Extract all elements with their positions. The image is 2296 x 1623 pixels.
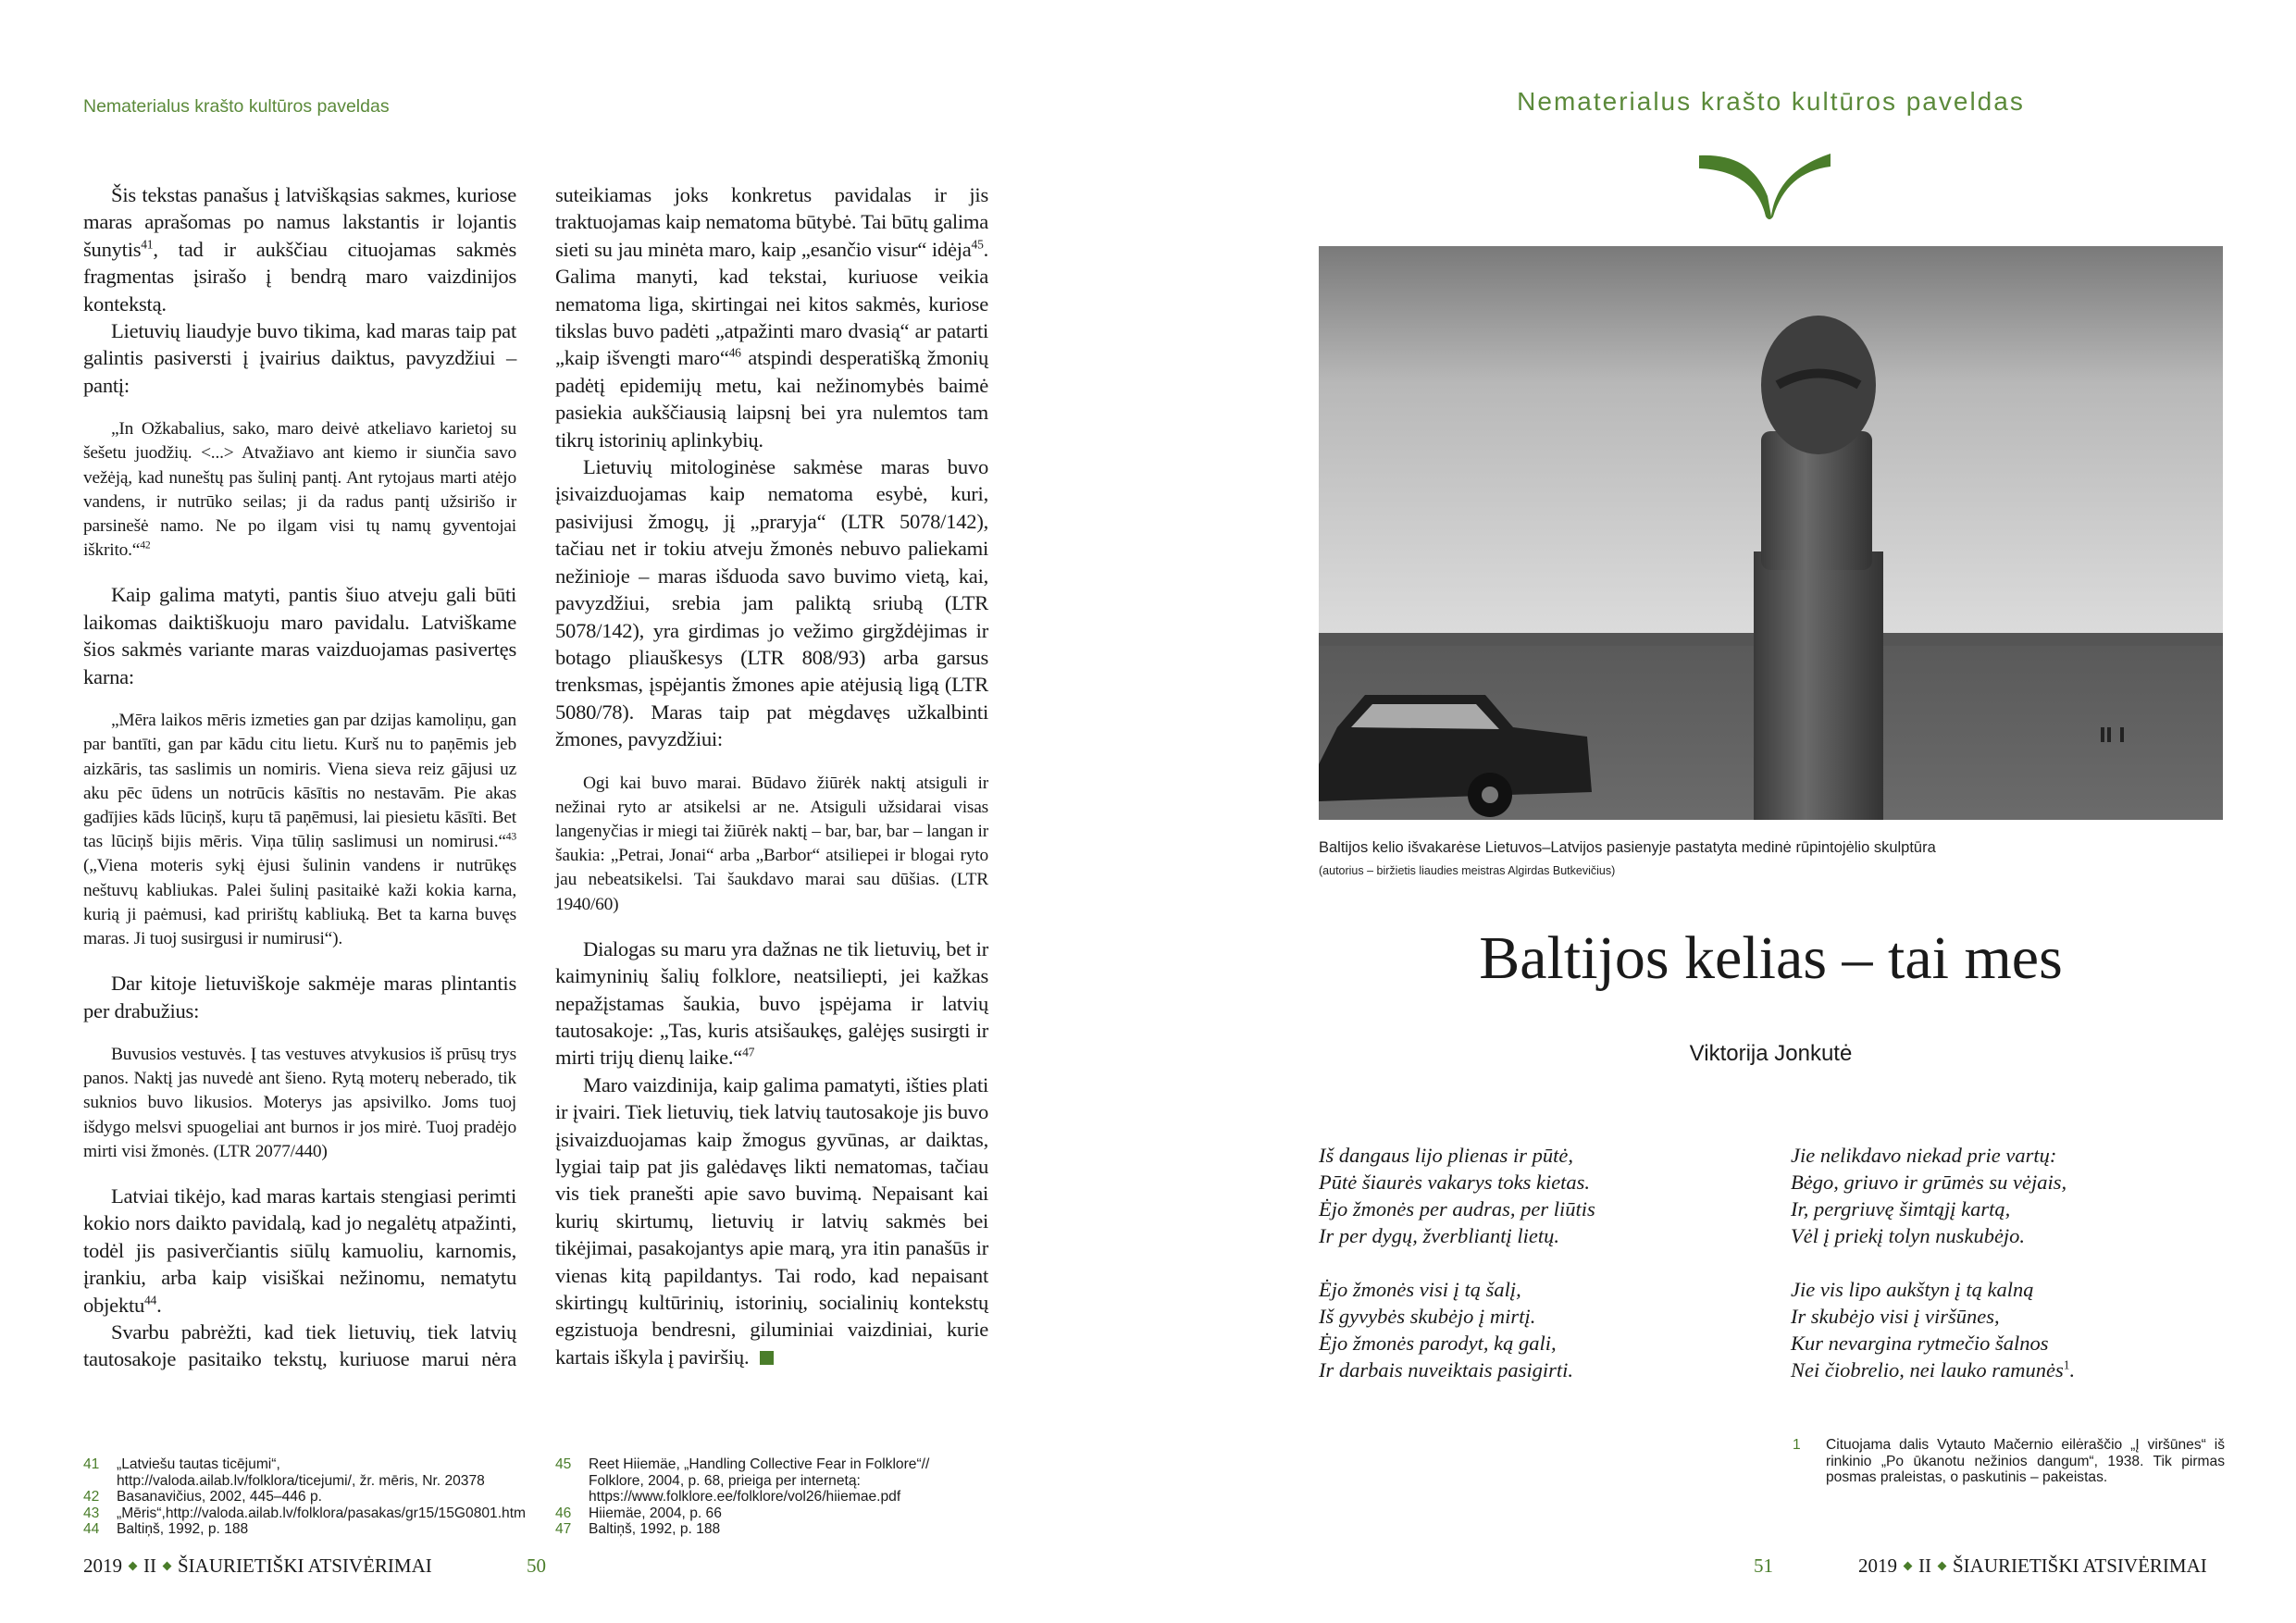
text-run: Dar kitoje lietuviškoje sakmėje maras plintantis per drabužius: <box>83 972 516 1022</box>
paragraph <box>83 1319 516 1373</box>
quote-text <box>83 417 516 563</box>
photo-wooden-sculpture <box>1319 246 2223 820</box>
poem-line: Ir, pergriuvę šimtąjį kartą, <box>1791 1197 2011 1220</box>
footnote-number: 43 <box>83 1505 100 1521</box>
footnote-text: Hiiemäe, 2004, p. 66 <box>589 1505 722 1521</box>
footer-journal: ŠIAURIETIŠKI ATSIVĖRIMAI <box>1953 1555 2207 1577</box>
text-run: Šis tekstas panašus į latviškąsias sakmes, kuriose maras aprašomas po namus lakstantis ir lojantis šunytis <box>83 183 516 261</box>
poem-line: Ir skubėjo visi į viršūnes, <box>1791 1305 2000 1328</box>
footnote <box>555 1505 988 1522</box>
footnote <box>83 1505 527 1522</box>
text-run: („Viena moteris sykį ėjusi šulinin vandens ir nutrūkęs neštuvų kabliukas. Palei šulinį pasitaikė kaži kokia karna, kurią ji paėmusi, kad pririštų kabliuką. Bet ta karna buvęs maras. Ji tuoj susirgusi ir numirusi“). <box>83 856 516 948</box>
poem-line: Vėl į priekį tolyn nuskubėjo. <box>1791 1224 2026 1247</box>
footnote <box>83 1489 516 1505</box>
footnote-text: Reet Hiiemäe, „Handling Collective Fear in Folklore“// Folklore, 2004, p. 68, prieiga per internetą: https://www.folklore.ee/folklore/vol26/hiiemae.pdf <box>589 1456 930 1505</box>
text-run: Ogi kai buvo marai. Būdavo žiūrėk naktį atsiguli ir nežinai ryto ar atsikelsi ar ne. Atsiguli užsidarai visas langenyčias ir miegi tai žiūrėk naktį – bar, bar, bar – langan ir šaukia: „Petrai, Jonai“ arba „Barbor“ atsiliepei ir blogai ryto jau nebeatsikelsi. Tai šaukdavo marai sau dūšias. (LTR 1940/60) <box>555 773 988 914</box>
footer-left-row <box>83 1555 546 1578</box>
diamond-icon <box>1938 1562 1947 1571</box>
footnote-number: 47 <box>555 1521 572 1538</box>
column-1-text-c <box>83 970 516 1024</box>
footer-year: 2019 <box>83 1555 122 1577</box>
footnote-text: Baltiņš, 1992, p. 188 <box>589 1521 721 1538</box>
text-run: . <box>156 1293 162 1317</box>
column-1-text-a <box>83 181 516 399</box>
footnote-reference: 46 <box>728 345 741 360</box>
wooden-sculpture <box>1754 316 1883 820</box>
poem-line: Jie vis lipo aukštyn į tą kalną <box>1791 1278 2034 1301</box>
footnote <box>1793 1437 2225 1486</box>
text-run: Svarbu pabrėžti, kad tiek lietuvių, tiek latvių tautosakoje pasitaiko tekstų, kuriuose marui nėra <box>83 1319 516 1371</box>
text-run: Latviai tikėjo, kad maras kartais stengiasi perimti kokio nors daikto pavidalą, kad jo negalėtų atpažinti, todėl jis pasiverčiantis siūlų kamuoliu, karnomis, įrankiu, arba kaip visiškai nežinomu, nematytu objektu <box>83 1183 516 1317</box>
footnote-reference: 41 <box>141 237 154 252</box>
column-2-text-a <box>555 181 988 753</box>
poem-line: Ir darbais nuveiktais pasigirti. <box>1319 1358 1573 1381</box>
paragraph <box>83 181 516 317</box>
footer-issue: II <box>1918 1555 1931 1577</box>
footnote-reference: 47 <box>742 1045 755 1059</box>
page-number: 50 <box>527 1555 546 1577</box>
end-of-article-square-icon <box>760 1351 774 1365</box>
footnote <box>83 1521 516 1538</box>
paragraph <box>83 317 516 399</box>
footnote-poem <box>1793 1437 2225 1486</box>
sprout-logo-icon <box>1699 150 1840 220</box>
footnote <box>555 1521 988 1538</box>
paragraph <box>83 970 516 1024</box>
footnotes-left <box>83 1443 527 1538</box>
text-run: Kaip galima matyti, pantis šiuo atveju gali būti laikomas daiktiškuoju maro pavidalu. Latviškame šios sakmės variante maras vaizduojamas pasivertęs karna: <box>83 583 516 688</box>
text-run: , tad ir aukščiau cituojamas sakmės fragmentas įsirašo į bendrą maro vaizdinijos kontekstą. <box>83 237 516 316</box>
paragraph-text <box>555 1073 988 1369</box>
poem-column-1 <box>1319 1142 1595 1410</box>
text-run: Lietuvių liaudyje buvo tikima, kad maras taip pat galintis pasiversti į įvairius daiktus, pavyzdžiui – pantį: <box>83 319 516 397</box>
poem-line: Ėjo žmonės parodyt, ką gali, <box>1319 1332 1557 1355</box>
poem-line: Ėjo žmonės per audras, per liūtis <box>1319 1197 1595 1220</box>
footnotes-right <box>555 1443 988 1538</box>
poem-stanza <box>1791 1276 2075 1383</box>
poem-column-2 <box>1791 1142 2075 1410</box>
poem-line: Ir per dygų, žverbliantį lietų. <box>1319 1224 1559 1247</box>
footnote-number: 44 <box>83 1521 100 1538</box>
text-run: atspindi desperatišką žmonių padėtį epidemijų metu, kai nežinomybės baimė pasiekia aukščiausią laipsnį bei yra nulemtos tam tikrų istorinių aplinkybių. <box>555 346 988 452</box>
column-1-text-d <box>83 1183 516 1373</box>
photo-caption: Baltijos kelio išvakarėse Lietuvos–Latvijos pasienyje pastatyta medinė rūpintojėlio skulptūra <box>1319 839 1936 856</box>
footnote-text: Cituojama dalis Vytauto Mačernio eilėraščio „Į viršūnes“ iš rinkinio „Po ūkanotu nežinios dangum“, 1938. Tik pirmas posmas praleistas, o paskutinis – pakeistas. <box>1826 1437 2225 1486</box>
paragraph <box>555 1072 988 1370</box>
column-1 <box>83 181 527 1538</box>
paragraph <box>555 935 988 1072</box>
running-header-right: Nematerialus krašto kultūros paveldas <box>1517 87 2025 116</box>
poem-line: Kur nevargina rytmečio šalnos <box>1791 1332 2049 1355</box>
footnote-reference: 44 <box>144 1293 157 1307</box>
block-quote <box>83 417 516 563</box>
footnote-reference: 42 <box>140 539 151 551</box>
poem-line: Pūtė šiaurės vakarys toks kietas. <box>1319 1171 1591 1194</box>
footnote-text: „Mēris“,http://valoda.ailab.lv/folklora/pasakas/gr15/15G0801.htm <box>117 1505 527 1521</box>
text-run: Maro vaizdinija, kaip galima pamatyti, išties plati ir įvairi. Tiek lietuvių, tiek latvių tautosakoje jis buvo įsivaizduojamas kaip žmogus gyvūnas, ar daiktas, lygiai taip pat jis galėdavęs likti nematomas, tačiau vis tiek pranešti apie savo buvimą. Nepaisant kai kurių skirtumų, lietuvių ir latvių sakmės bei tikėjimai, pasakojantys apie marą, yra itin panašūs ir vienas kitą papildantys. Tai rodo, kad nepaisant skirtingų kultūrinių, istorinių, socialinių kontekstų egzistuoja bendresni, giluminiai vaizdiniai, kurie kartais iškyla į paviršių. <box>555 1072 988 1369</box>
paragraph <box>83 581 516 690</box>
footnote-reference: 45 <box>971 237 984 252</box>
footer-left <box>83 1555 432 1578</box>
column-1-text-b <box>83 581 516 690</box>
block-quote <box>83 1043 516 1164</box>
article-title: Baltijos kelias – tai mes <box>1479 924 2063 992</box>
poem-line: Jie nelikdavo niekad prie vartų: <box>1791 1144 2057 1167</box>
poem-line: Iš gyvybės skubėjo į mirtį. <box>1319 1305 1536 1328</box>
diamond-icon <box>163 1562 172 1571</box>
poem-line: Bėgo, griuvo ir grūmės su vėjais, <box>1791 1171 2067 1194</box>
footnote-text: Baltiņš, 1992, p. 188 <box>117 1521 249 1538</box>
footnote-number: 45 <box>555 1456 572 1473</box>
photo-credit: (autorius – biržietis liaudies meistras Algirdas Butkevičius) <box>1319 864 1616 877</box>
quote-text <box>83 709 516 951</box>
block-quote <box>555 772 988 917</box>
text-run: Dialogas su maru yra dažnas ne tik lietuvių, bet ir kaimyninių šalių folklore, neatsiliepti, jei kažkas nepažįstamas šaukia, buvo įspėjama ir latvių tautosakoje: „Tas, kuris atsišaukęs, galėjęs susirgti ir mirti trijų dienų laike.“ <box>555 936 988 1070</box>
text-run: „Mēra laikos mēris izmeties gan par dzijas kamoliņu, gan par bantīti, gan par kādu citu lietu. Kurš nu to paņēmis jeb aizkāris, tas saslimis un nomiris. Viena sieva reiz gājusi uz aku pēc ūdens un notrūcis kāsītis no nestavām. Pie akas gadījies kāds lūciņš, kuŗu tā paņēmusi, lai piesietu kāsīti. Bet tas lūciņš bijis mēris. Viņa tūliņ saslimusi un nomirusi.“ <box>83 711 516 852</box>
text-run: „In Ožkabalius, sako, maro deivė atkeliavo karietoj su šešetu juodžių. <...> Atvažiavo ant kiemo ir siunčia savo vežėją, kad nuneštų pas šulinį pantį. Ant rytojaus marti atėjo vandens, ir nutrūko seilas; ji da radus pantį užsirišo ir parsinešė namo. Ne po ilgam visi tų namų gyventojai iškrito.“ <box>83 419 516 561</box>
text-run: . Galima manyti, kad tekstai, kuriuose veikia nematoma liga, skirtingai nei kitos sakmės, kuriose tikslas buvo padėti „atpažinti maro dvasią“ ar patarti „kaip išvengti maro“ <box>555 237 988 370</box>
footnote-number: 1 <box>1793 1437 1801 1453</box>
poem-stanza <box>1319 1276 1595 1383</box>
footer-right <box>1858 1555 2207 1578</box>
footnote <box>555 1456 988 1505</box>
paragraph <box>555 181 988 453</box>
poem-stanza <box>1319 1142 1595 1249</box>
footnote-reference: 1 <box>2063 1357 2070 1372</box>
page-number: 51 <box>1754 1555 1773 1577</box>
quote-text <box>555 772 988 917</box>
text-run: Buvusios vestuvės. Į tas vestuves atvykusios iš prūsų trys panos. Naktį jas nuvedė ant šieno. Rytą moterų neberado, tik suknios buvo likusios. Moterys jas apsivilko. Joms tuoj išdygo melsvi spuogeliai ant burnos ir jos mirė. Tuoj pradėjo mirti visi žmonės. (LTR 2077/440) <box>83 1044 516 1161</box>
poem-line: Iš dangaus lijo plienas ir pūtė, <box>1319 1144 1573 1167</box>
column-2-text-b <box>555 935 988 1371</box>
footnote-text: „Latviešu tautas ticējumi“, http://valoda.ailab.lv/folklora/ticejumi/, žr. mēris, Nr. 20378 <box>117 1456 485 1489</box>
footnote-reference: 43 <box>505 830 516 843</box>
footer-journal: ŠIAURIETIŠKI ATSIVĖRIMAI <box>178 1555 432 1577</box>
block-quote <box>83 709 516 951</box>
footnote-text: Basanavičius, 2002, 445–446 p. <box>117 1489 322 1505</box>
poem-stanza <box>1791 1142 2075 1249</box>
text-run: Lietuvių mitologinėse sakmėse maras buvo įsivaizduojamas kaip nematoma esybė, kuri, pasivijusi žmogų, jį „praryja“ (LTR 5078/142), tačiau net ir tokiu atveju žmonės nebuvo paliekami nežinioje – maras išduoda savo buvimo vietą, kai, pavyzdžiui, srebia jam paliktą sriubą (LTR 5078/142), yra girdimas jo vežimo girgždėjimas ir botago pliauškesys (LTR 808/93) arba garsus trenksmas, įspėjantis žmones apie atėjusią ligą (LTR 5080/78). Maras taip pat mėgdavęs užkalbinti žmones, pavyzdžiui: <box>555 455 988 751</box>
footer-year: 2019 <box>1858 1555 1897 1577</box>
footnote <box>83 1456 516 1489</box>
running-header-left: Nematerialus krašto kultūros paveldas <box>83 96 390 117</box>
column-2 <box>555 181 988 1538</box>
paragraph <box>555 453 988 752</box>
quote-text <box>83 1043 516 1164</box>
article-author: Viktorija Jonkutė <box>1689 1041 1853 1066</box>
footer-issue: II <box>143 1555 156 1577</box>
poem-line: Ėjo žmonės visi į tą šalį, <box>1319 1278 1521 1301</box>
footnote-number: 42 <box>83 1489 100 1505</box>
diamond-icon <box>129 1562 138 1571</box>
text-run: suteikiamas joks konkretus pavidalas ir jis traktuojamas kaip nematoma būtybė. Tai būtų galima sieti su jau minėta maro, kaip „esančio visur“ idėja <box>555 183 989 261</box>
footnote-number: 41 <box>83 1456 100 1473</box>
diamond-icon <box>1904 1562 1913 1571</box>
poem-line: Nei čiobrelio, nei lauko ramunės$^1$. <box>1791 1357 2076 1381</box>
paragraph <box>83 1183 516 1319</box>
footnote-number: 46 <box>555 1505 572 1521</box>
